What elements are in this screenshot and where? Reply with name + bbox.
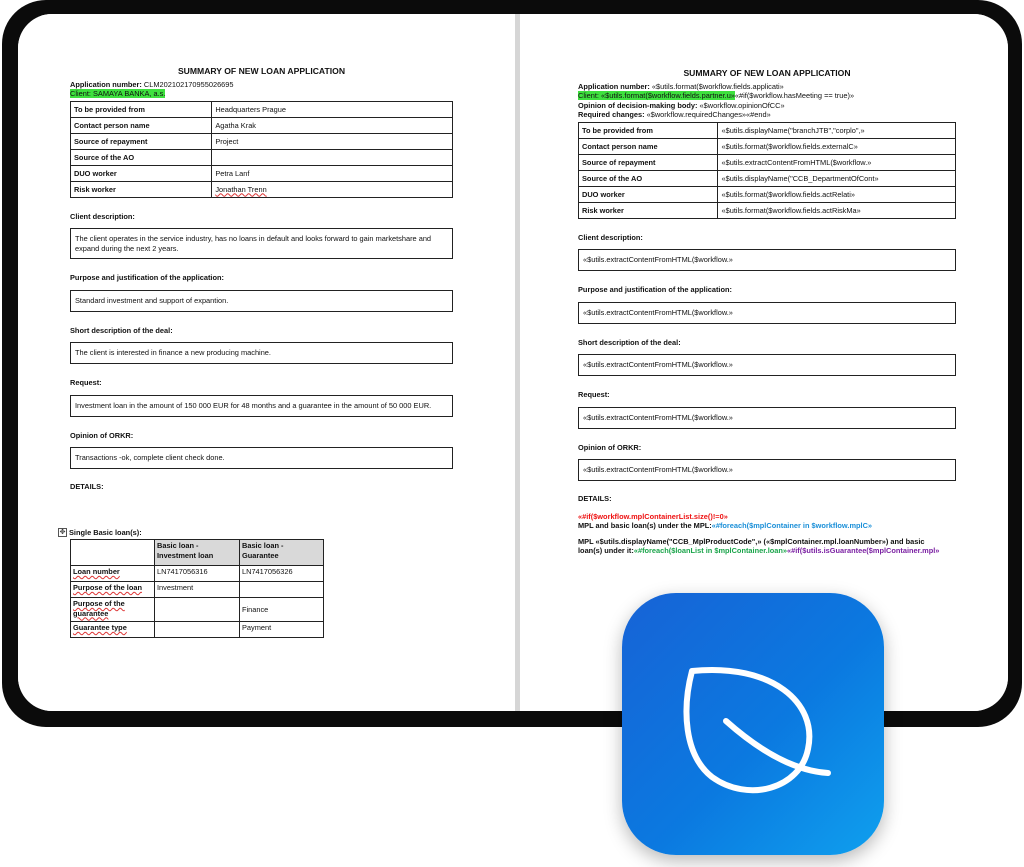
mpl-detail-paragraph: MPL «$utils.displayName("CCB_MplProductCode",» («$mplContainer.mpl.loanNumber») and basic loan(s) under it:«#foreach($loanList in $mplContainer.loan»«#if($utils.isGuarantee($mplContainer.mpl» xyxy=(578,536,940,556)
section-label: Opinion of ORKR: xyxy=(578,442,642,452)
table-row: DUO worker «$utils.format($workflow.fields.actRelati» xyxy=(579,186,956,202)
section-label: Client description: xyxy=(578,232,643,242)
section-label: Short description of the deal: xyxy=(578,337,681,347)
table-row: Contact person name Agatha Krak xyxy=(71,117,453,133)
table-row: DUO worker Petra Lanf xyxy=(71,165,453,181)
application-number-line: Application number: CLM202102170955026695 xyxy=(70,80,234,89)
section-text-box[interactable]: Investment loan in the amount of 150 000 EUR for 48 months and a guarantee in the amount of 50 000 EUR. xyxy=(70,395,453,417)
details-label: DETAILS: xyxy=(578,494,612,504)
table-row: Guarantee type Payment xyxy=(71,622,324,638)
section-label: Client description: xyxy=(70,211,135,221)
section-text-box[interactable]: «$utils.extractContentFromHTML($workflow.» xyxy=(578,302,956,324)
section-text-box[interactable]: The client is interested in finance a new producing machine. xyxy=(70,342,453,364)
table-row: Purpose of the guarantee Finance xyxy=(71,598,324,622)
table-row: Source of the AO xyxy=(71,149,453,165)
app-logo xyxy=(622,593,884,855)
table-row: Purpose of the loan Investment xyxy=(71,582,324,598)
client-line: Client: SAMAYA BANKA, a.s. xyxy=(70,89,166,99)
mpl-line: MPL and basic loan(s) under the MPL:«#foreach($mplContainer in $workflow.mplC» xyxy=(578,521,873,531)
loan-section-title: Single Basic loan(s): xyxy=(69,527,142,537)
info-table xyxy=(578,122,956,219)
application-number-line: Application number: «$utils.format($workflow.fields.applicati» xyxy=(578,82,784,91)
section-text-box[interactable]: The client operates in the service industry, has no loans in default and looks forward to gain marketshare and expand during the next 2 years. xyxy=(70,228,453,259)
required-changes-line: Required changes: «$workflow.requiredChanges»«#end» xyxy=(578,110,771,120)
loan-table xyxy=(70,539,324,638)
table-row: To be provided from «$utils.displayName("branchJTB","corplo",» xyxy=(579,122,956,138)
section-text-box[interactable]: «$utils.extractContentFromHTML($workflow.» xyxy=(578,407,956,429)
table-row: To be provided from Headquarters Prague xyxy=(71,101,453,117)
document-title: SUMMARY OF NEW LOAN APPLICATION xyxy=(177,66,346,76)
section-text-box[interactable]: «$utils.extractContentFromHTML($workflow.» xyxy=(578,354,956,376)
table-row: Source of repayment Project xyxy=(71,133,453,149)
details-if-directive: «#if($workflow.mplContainerList.size()!=0» xyxy=(578,511,728,521)
table-row: Risk worker «$utils.format($workflow.fields.actRiskMa» xyxy=(579,202,956,218)
section-label: Short description of the deal: xyxy=(70,325,173,335)
table-row: Loan number LN7417056316 LN7417056326 xyxy=(71,566,324,582)
section-text-box[interactable]: «$utils.extractContentFromHTML($workflow.» xyxy=(578,459,956,481)
section-text-box[interactable]: Standard investment and support of expantion. xyxy=(70,290,453,312)
loan-section-header xyxy=(58,528,453,537)
document-content xyxy=(59,66,453,638)
leaf-icon xyxy=(622,593,884,855)
page-filled-document[interactable] xyxy=(18,14,515,711)
section-label: Purpose and justification of the application: xyxy=(70,273,224,283)
section-label: Request: xyxy=(578,390,610,400)
section-label: Purpose and justification of the application: xyxy=(578,285,732,295)
client-line: Client: «$utils.format($workflow.fields.partner.u»«#if($workflow.hasMeeting == true)» xyxy=(578,91,855,101)
template-content xyxy=(578,68,956,556)
application-number-value: CLM202102170955026695 xyxy=(143,80,234,89)
section-label: Opinion of ORKR: xyxy=(70,430,134,440)
table-move-handle-icon[interactable]: ✥ xyxy=(59,528,66,536)
table-row: Contact person name «$utils.format($workflow.fields.externalC» xyxy=(579,138,956,154)
table-row: Basic loan - Investment loan Basic loan - Guarantee xyxy=(71,540,324,566)
table-row: Source of repayment «$utils.extractContentFromHTML($workflow.» xyxy=(579,154,956,170)
details-label: DETAILS: xyxy=(70,482,104,492)
section-text-box[interactable]: «$utils.extractContentFromHTML($workflow.» xyxy=(578,249,956,271)
table-row: Source of the AO «$utils.displayName("CCB_DepartmentOfCont» xyxy=(579,170,956,186)
table-row: Risk worker Jonathan Trenn xyxy=(71,181,453,197)
section-label: Request: xyxy=(70,378,102,388)
document-title: SUMMARY OF NEW LOAN APPLICATION xyxy=(683,68,851,78)
opinion-line: Opinion of decision-making body: «$workflow.opinionOfCC» xyxy=(578,100,785,110)
section-text-box[interactable]: Transactions -ok, complete client check done. xyxy=(70,447,453,469)
info-table xyxy=(70,101,453,198)
